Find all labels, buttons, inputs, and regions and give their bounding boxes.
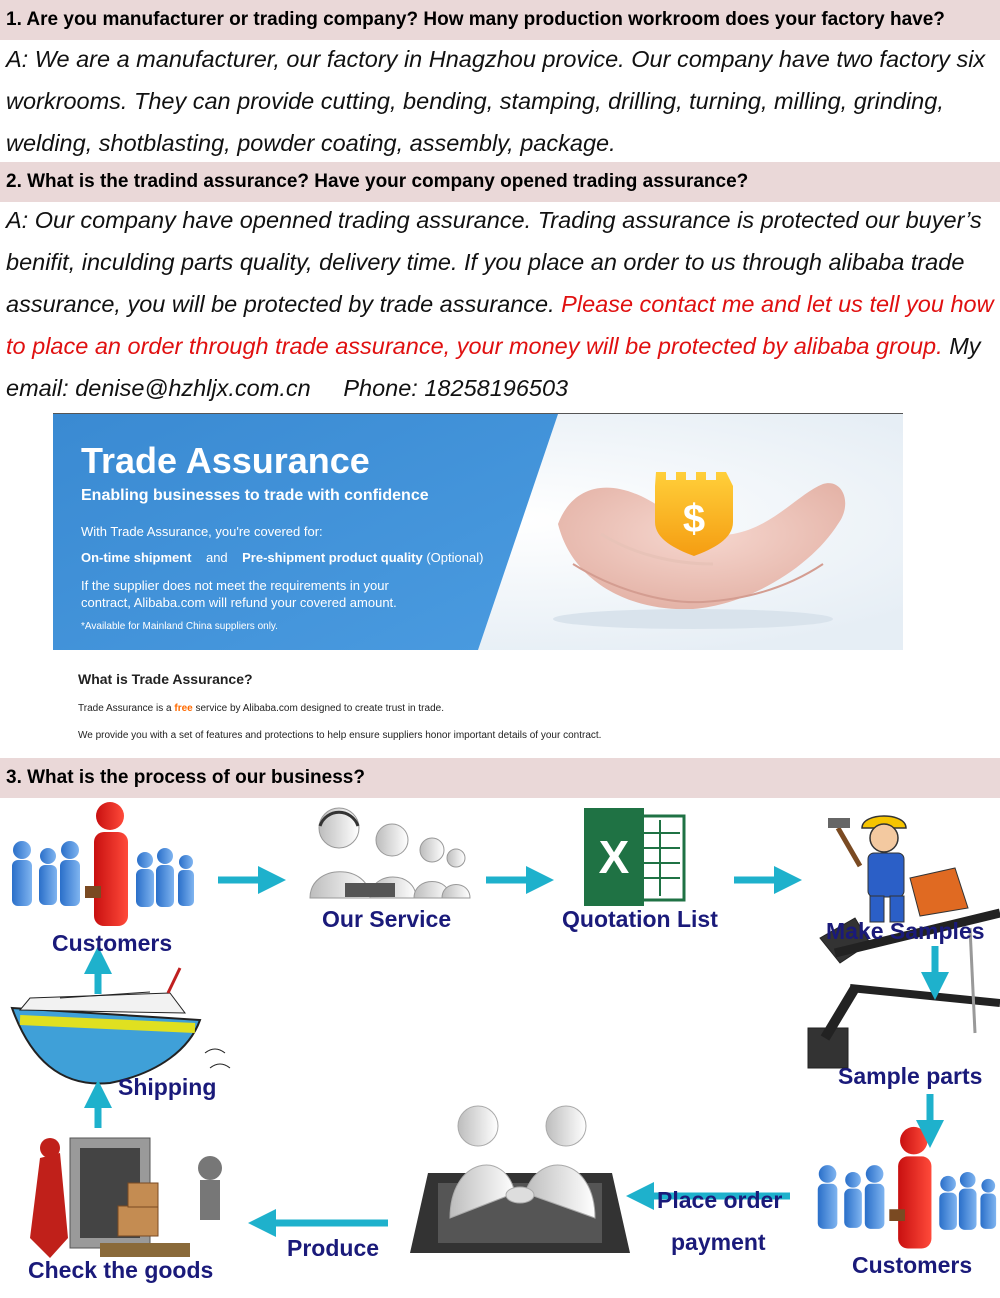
contact-email[interactable]: My email: denise@hzhljx.com.cn bbox=[6, 333, 981, 401]
question-2-text: 2. What is the tradind assurance? Have your company opened trading assurance? bbox=[6, 171, 749, 192]
ta-cover-quality: Pre-shipment product quality bbox=[242, 550, 423, 565]
ta-what-p1-b: service by Alibaba.com designed to create trust in trade. bbox=[195, 703, 444, 714]
label-place-order: Place order bbox=[657, 1187, 783, 1213]
label-our-service: Our Service bbox=[322, 906, 452, 932]
answer-2-red-text: Please contact me and let us tell you how to place an order through trade assurance, your money will be protected by alibaba group. bbox=[6, 291, 994, 359]
excel-spreadsheet-icon bbox=[584, 808, 684, 906]
ta-cover-ontime: On-time shipment bbox=[81, 550, 192, 565]
ta-covered-intro: With Trade Assurance, you're covered for: bbox=[81, 524, 323, 539]
answer-2-text: A: Our company have openned trading assurance. Trading assurance is protected our buyer’s benifit, inculding parts quality, delivery time. If you place an order to us through alibaba trade assurance, you will be protected by trade assurance. bbox=[6, 207, 982, 317]
handshake-laptop-icon bbox=[410, 1106, 630, 1253]
customers-group-icon bbox=[12, 802, 194, 926]
excel-letter: X bbox=[598, 831, 630, 883]
question-2-bar bbox=[0, 162, 1000, 202]
ta-refund-line-1: If the supplier does not meet the requirements in your bbox=[81, 578, 389, 593]
check-goods-robots-icon bbox=[30, 1138, 222, 1258]
ta-note: *Available for Mainland China suppliers only. bbox=[81, 621, 278, 632]
question-3-bar bbox=[0, 758, 1000, 798]
label-sample-parts: Sample parts bbox=[838, 1063, 983, 1089]
customers-group-icon-2 bbox=[818, 1127, 996, 1249]
ta-optional: (Optional) bbox=[426, 550, 484, 565]
ta-and: and bbox=[205, 550, 228, 565]
label-customers-bottom: Customers bbox=[852, 1252, 973, 1278]
ta-title: Trade Assurance bbox=[81, 440, 370, 481]
ta-what-p1-a: Trade Assurance is a bbox=[78, 703, 172, 714]
label-customers-top: Customers bbox=[52, 930, 173, 956]
label-make-samples: Make Samples bbox=[826, 918, 985, 944]
shipping-boat-icon bbox=[12, 968, 230, 1084]
trade-assurance-banner bbox=[53, 413, 903, 758]
label-quotation-list: Quotation List bbox=[562, 906, 718, 932]
ta-free: free bbox=[174, 703, 193, 714]
label-produce: Produce bbox=[287, 1235, 380, 1261]
ta-subtitle: Enabling businesses to trade with confidence bbox=[81, 487, 429, 504]
ta-what-title: What is Trade Assurance? bbox=[78, 671, 253, 687]
label-check-goods: Check the goods bbox=[28, 1257, 214, 1283]
worker-hammer-icon bbox=[828, 816, 968, 922]
customer-service-icon bbox=[310, 808, 470, 898]
question-3-text: 3. What is the process of our business? bbox=[6, 767, 365, 788]
label-shipping: Shipping bbox=[118, 1074, 217, 1100]
answer-1-text: A: We are a manufacturer, our factory in Hnagzhou provice. Our company have two factory six workrooms. They can provide cutting, bending, stamping, drilling, turning, milling, grinding, welding, shotblasting, powder coating, assembly, package. bbox=[6, 46, 986, 156]
question-1-bar bbox=[0, 0, 1000, 40]
ta-what-p1 bbox=[78, 703, 444, 714]
ta-what-p2: We provide you with a set of features and protections to help ensure suppliers honor important details of your contract. bbox=[78, 730, 602, 741]
label-payment: payment bbox=[671, 1229, 766, 1255]
shield-dollar-symbol: $ bbox=[682, 497, 706, 541]
answer-2 bbox=[6, 199, 996, 409]
ta-refund-line-2: contract, Alibaba.com will refund your covered amount. bbox=[81, 595, 397, 610]
process-diagram bbox=[0, 798, 1000, 1298]
question-1-text: 1. Are you manufacturer or trading company? How many production workroom does your factory have? bbox=[6, 9, 945, 30]
ta-coverage-line bbox=[81, 550, 483, 565]
contact-phone[interactable]: Phone: 18258196503 bbox=[343, 375, 569, 401]
